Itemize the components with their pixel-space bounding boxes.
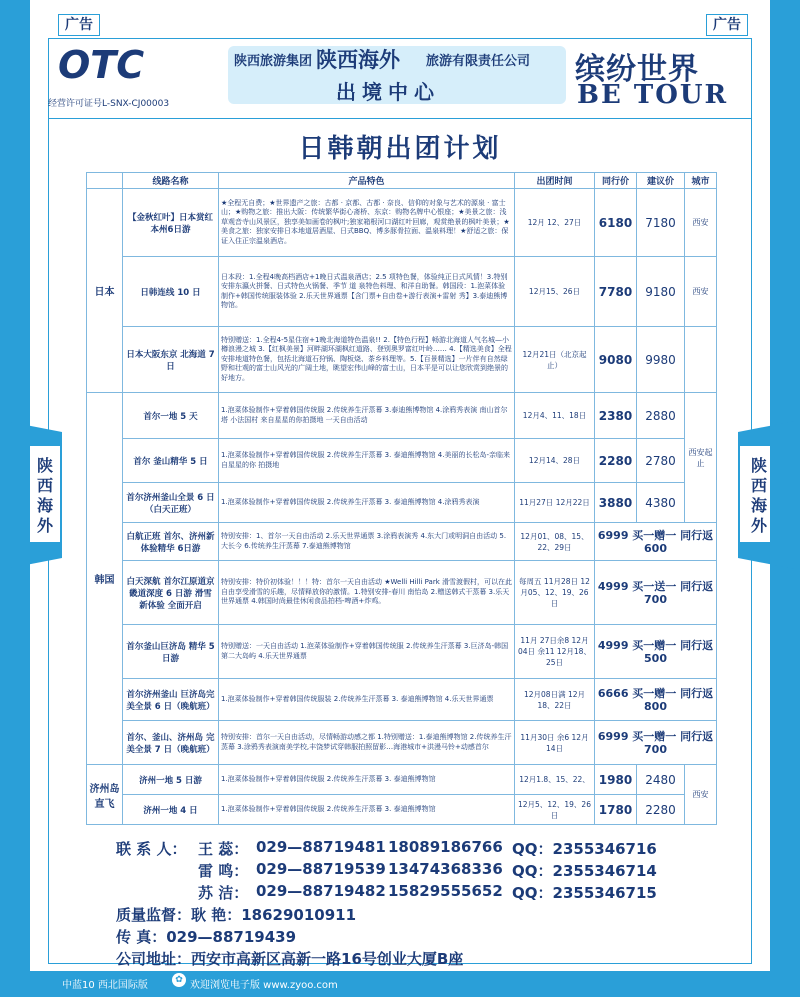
supervisor: 质量监督：耿 艳：18629010911	[116, 906, 357, 924]
license-number: 经营许可证号L-SNX-CJ00003	[48, 99, 170, 109]
contact-name: 雷 鸣：	[198, 862, 249, 880]
route-features: 1.泡菜体验制作+穿着韩国传统服 2.传统养生汗蒸幕 3. 泰迪熊博物馆 4.美丽的长松岛-亲临来自星星的你 拍摄地	[219, 439, 515, 483]
fax: 传 真：029—88719439	[116, 928, 297, 946]
departure-city: 西安起止	[685, 393, 717, 523]
route-dates: 12月1.8、15、22、	[515, 765, 595, 795]
route-features: 特别赠送：一天自由活动 1.泡菜体验制作+穿着韩国传统服 2.传统养生汗蒸幕 3.巨济岛-韩国第二大岛屿 4.乐天世界通票	[219, 625, 515, 679]
route-name: 济州一地 5 日游	[123, 765, 219, 795]
header-region	[87, 173, 123, 189]
table-row	[87, 561, 717, 625]
route-features: 1.泡菜体验制作+穿着韩国传统服 2.传统养生汗蒸幕 3.泰迪熊博物馆 4.涂鸦秀表演 南山首尔塔 小法国村 来自星星的你拍摄地 一天自由活动	[219, 393, 515, 439]
logo-text: OTC	[58, 44, 145, 86]
route-name: 日本大阪东京 北海道 7 日	[123, 327, 219, 393]
route-features: 特别安排：首尔一天自由活动，尽情畅游动感之都 1.特别赠送：1.泰迪熊博物馆 2.传统养生汗蒸幕 3.涂鸦秀表演南美学校,丰饶梦试穿韩服拍照留影…海港城市+洪漫马铃+动感首尔	[219, 721, 515, 765]
side-label-left: 陕西海外	[36, 456, 53, 535]
promo-price: 4999 买一送一 同行返 700	[595, 561, 717, 625]
peer-price: 6180	[595, 189, 637, 257]
footer-link[interactable]: 欢迎浏览电子版 www.zyoo.com	[190, 980, 338, 991]
suggest-price: 2780	[637, 439, 685, 483]
banner-group: 陕西旅游集团	[234, 54, 313, 69]
banner-company-suffix: 旅游有限责任公司	[426, 54, 531, 69]
contact-tel: 029—88719482	[256, 882, 386, 900]
table-row	[87, 393, 717, 439]
route-features: 1.泡菜体验制作+穿着韩国传统服 2.传统养生汗蒸幕 3. 泰迪熊博物馆	[219, 765, 515, 795]
contact-qq: QQ：2355346716	[512, 840, 657, 858]
brand-cn: 缤纷世界	[575, 52, 699, 87]
region-japan: 日本	[87, 189, 123, 393]
route-name: 日韩连线 10 日	[123, 257, 219, 327]
peer-price: 9080	[595, 327, 637, 393]
contact-mobile: 13474368336	[388, 860, 503, 878]
table-row	[87, 257, 717, 327]
route-name: 首尔济州釜山 巨济岛完美全景 6 日（晚航班）	[123, 679, 219, 721]
contact-qq: QQ：2355346714	[512, 862, 657, 880]
header-city: 城市	[685, 173, 717, 189]
route-name: 【金秋红叶】日本赏红 本州6日游	[123, 189, 219, 257]
route-dates: 12月14、28日	[515, 439, 595, 483]
peer-price: 2280	[595, 439, 637, 483]
address: 公司地址：西安市高新区高新一路16号创业大厦B座	[116, 950, 464, 968]
promo-price: 6666 买一赠一 同行返 800	[595, 679, 717, 721]
route-features: ★全程无自费；★世界遗产之旅：古都 · 京都、古都 · 奈良、信仰的对象与艺术的源泉 · 富士山；★购物之旅：推出大阪：传统繁华街心斋桥、东京：购物名牌中心银座；★美景之旅：浅草观音寺山风景区，独享美如画卷的枫叶;独家箱根河口湖红叶回廊，观赏绝景的枫叶美景；★美食之旅：独家安排日本地道居酒屋、日式BBQ、博多豚骨拉面、温泉料理！★舒适之旅：保证入住正宗温泉酒店。	[219, 189, 515, 257]
globe-icon: ✿	[172, 973, 186, 987]
side-label-right: 陕西海外	[750, 456, 767, 535]
route-features: 1.泡菜体验制作+穿着韩国传统服 2.传统养生汗蒸幕 3. 泰迪熊博物馆	[219, 795, 515, 825]
route-dates: 11月 27日余8 12月04日 余11 12月18、25日	[515, 625, 595, 679]
route-features: 1.泡菜体验制作+穿着韩国传统服 2.传统养生汗蒸幕 3. 泰迪熊博物馆 4.涂鸦秀表演	[219, 483, 515, 523]
table-row	[87, 327, 717, 393]
region-korea: 韩国	[87, 393, 123, 765]
ad-label-right: 广告	[706, 14, 748, 36]
suggest-price: 9180	[637, 257, 685, 327]
promo-price: 4999 买一赠一 同行返 500	[595, 625, 717, 679]
route-name: 首尔、釜山、济州岛 完美全景 7 日（晚航班）	[123, 721, 219, 765]
suggest-price: 9980	[637, 327, 685, 393]
table-row	[87, 439, 717, 483]
table-row	[87, 721, 717, 765]
contact-label: 联 系 人：	[116, 840, 187, 858]
route-dates: 12月5、12、19、26日	[515, 795, 595, 825]
route-dates: 11月27日 12月22日	[515, 483, 595, 523]
table-row	[87, 679, 717, 721]
header-suggest-price: 建议价	[637, 173, 685, 189]
contact-qq: QQ：2355346715	[512, 884, 657, 902]
departure-city: 西安	[685, 765, 717, 825]
contact-mobile: 18089186766	[388, 838, 503, 856]
banner-dept: 出境中心	[336, 80, 440, 104]
contact-name: 苏 洁：	[198, 884, 249, 902]
route-name: 济州一地 4 日	[123, 795, 219, 825]
promo-price: 6999 买一赠一 同行返 600	[595, 523, 717, 561]
table-row	[87, 523, 717, 561]
ad-label-left: 广告	[58, 14, 100, 36]
banner-company: 陕西海外	[316, 47, 400, 72]
route-name: 白天深航 首尔江原道京畿道深度 6 日游 滑雪新体验 全面开启	[123, 561, 219, 625]
promo-price: 6999 买一赠一 同行返 700	[595, 721, 717, 765]
header-peer-price: 同行价	[595, 173, 637, 189]
peer-price: 1980	[595, 765, 637, 795]
brand-en: BE TOUR	[577, 80, 729, 110]
suggest-price: 2880	[637, 393, 685, 439]
route-dates: 12月21日（北京起止）	[515, 327, 595, 393]
peer-price: 2380	[595, 393, 637, 439]
route-name: 首尔一地 5 天	[123, 393, 219, 439]
suggest-price: 2480	[637, 765, 685, 795]
route-dates: 12月08日满 12月18、22日	[515, 679, 595, 721]
route-dates: 12月01、08、15、22、29日	[515, 523, 595, 561]
table-row	[87, 483, 717, 523]
route-dates: 12月15、26日	[515, 257, 595, 327]
departure-city: 西安	[685, 257, 717, 327]
header-route: 线路名称	[123, 173, 219, 189]
header-features: 产品特色	[219, 173, 515, 189]
contact-tel: 029—88719539	[256, 860, 386, 878]
suggest-price: 7180	[637, 189, 685, 257]
table-row	[87, 189, 717, 257]
otc-logo	[52, 44, 192, 86]
route-dates: 12月4、11、18日	[515, 393, 595, 439]
departure-city	[685, 327, 717, 393]
footer-left: 中蓝10 西北国际版	[62, 980, 148, 991]
route-dates: 11月30日 余6 12月14日	[515, 721, 595, 765]
route-features: 特别安排：特价初体验！！！特：首尔一天自由活动 ★Welli Hilli Park 滑雪渡假村，可以在此自由享受滑雪的乐趣，尽情释放你的激情。1.特别安排-春川 南怡岛 2.赠送韩式干蒸幕 3.乐天世界通票 4.韩国时尚最佳休闲食品拍档-啤酒+炸鸡。	[219, 561, 515, 625]
tour-table	[86, 172, 717, 825]
peer-price: 1780	[595, 795, 637, 825]
table-header-row	[87, 173, 717, 189]
page-title: 日韩朝出团计划	[298, 134, 502, 164]
table-row	[87, 765, 717, 795]
contact-mobile: 15829555652	[388, 882, 503, 900]
route-name: 首尔 釜山精华 5 日	[123, 439, 219, 483]
header-dates: 出团时间	[515, 173, 595, 189]
suggest-price: 2280	[637, 795, 685, 825]
departure-city: 西安	[685, 189, 717, 257]
route-name: 首尔济州釜山全景 6 日（白天正班）	[123, 483, 219, 523]
peer-price: 3880	[595, 483, 637, 523]
peer-price: 7780	[595, 257, 637, 327]
region-jeju: 济州岛直飞	[87, 765, 123, 825]
route-features: 1.泡菜体验制作+穿着韩国传统服装 2.传统养生汗蒸幕 3. 泰迪熊博物馆 4.乐天世界通票	[219, 679, 515, 721]
table-row	[87, 625, 717, 679]
route-name: 首尔釜山巨济岛 精华 5 日游	[123, 625, 219, 679]
route-features: 特别安排：1、首尔一天自由活动 2.乐天世界通票 3.涂鸦表演秀 4.东大门或明洞自由活动 5.大长今 6.传统养生汗蒸幕 7.泰迪熊博物馆	[219, 523, 515, 561]
route-dates: 每周五 11月28日 12月05、12、19、26日	[515, 561, 595, 625]
table-row	[87, 795, 717, 825]
route-name: 白航正班 首尔、济州新体验精华 6日游	[123, 523, 219, 561]
contact-tel: 029—88719481	[256, 838, 386, 856]
route-dates: 12月 12、27日	[515, 189, 595, 257]
route-features: 特别赠送：1.全程4-5星住宿+1晚北海道特色温泉!! 2.【特色行程】畅游北海道人气名城—小樽浪漫之城 3.【红枫美景】河畔湖环湖枫红道路、登别奥罗富红叶岭…… 4.【精选美食】全程安排地道特色餐，包括北海道石狩锅、陶板烧、茶乡料理等。5.【百景精选】一片伴有自然绿野和壮观的富士山风光的广阔土地，眺望宏伟山峰的富士山，日本平是可以让您欣赏到绝景的好地方。	[219, 327, 515, 393]
route-features: 日本段：1.全程4晚高档酒店+1晚日式温泉酒店；2.5 项特色餐，体验纯正日式风情！3.特别安排东瀛火拼餐、日式特色火锅餐、季节 道 泉特色料理、和洋自助餐。韩国段：1.泡菜体验制作+韩国传统服装体验 2.乐天世界通票【含门票+自由卷+游行表演+雷射 秀】3.泰迪熊博物馆。	[219, 257, 515, 327]
suggest-price: 4380	[637, 483, 685, 523]
contact-name: 王 蕊：	[198, 840, 249, 858]
